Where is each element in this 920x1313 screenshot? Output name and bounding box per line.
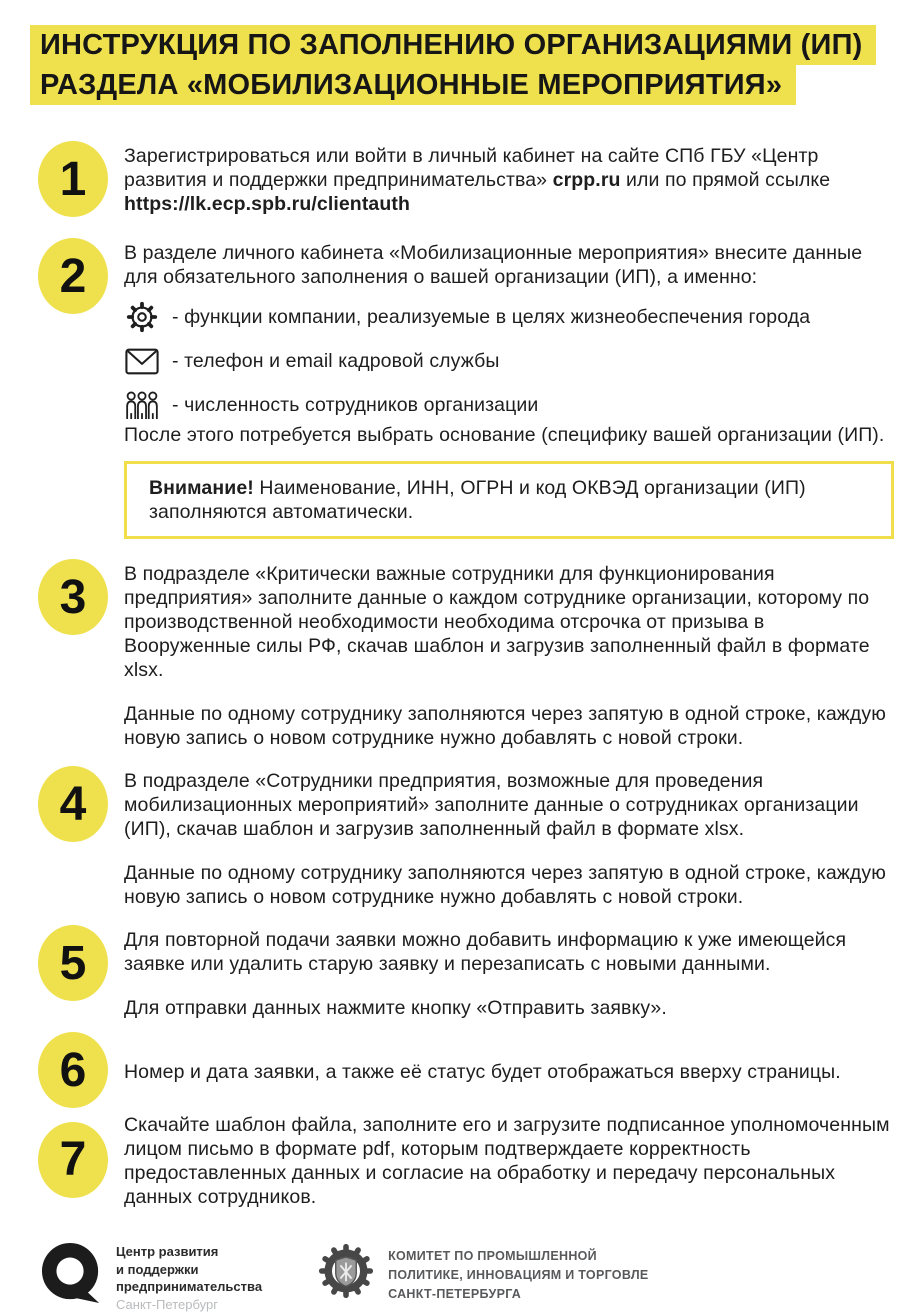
step-1	[38, 141, 896, 217]
icon-row-label: - телефон и email кадровой службы	[172, 349, 499, 373]
committee-logo	[318, 1241, 374, 1306]
step-text	[124, 559, 894, 750]
icon-row-label: - функции компании, реализуемые в целях жизнеобеспечения города	[172, 305, 810, 329]
crpp-brand	[40, 1241, 262, 1313]
step-number-badge: 2	[38, 238, 108, 314]
footer	[40, 1241, 896, 1313]
step-7-paragraph: Скачайте шаблон файла, заполните его и загрузите подписанное уполномоченным лицом письмо в формате pdf, которым подтверждаете корректность предоставленных данных и согласие на обработку и передачу персональных данных сотрудников.	[124, 1113, 894, 1209]
title-line-1: ИНСТРУКЦИЯ ПО ЗАПОЛНЕНИЮ ОРГАНИЗАЦИЯМИ (ИП)	[30, 25, 876, 65]
step-4-paragraph-1: В подразделе «Сотрудники предприятия, возможные для проведения мобилизационных мероприятий» заполните данные о сотрудниках организации (ИП), скачав шаблон и загрузив заполненный файл в формате xlsx.	[124, 769, 894, 841]
step-number-badge: 4	[38, 766, 108, 842]
step-text	[124, 141, 894, 216]
committee-brand	[318, 1241, 648, 1306]
step-4-paragraph-2: Данные по одному сотруднику заполняются через запятую в одной строке, каждую новую запись о новом сотруднике нужно добавлять с новой строки.	[124, 861, 894, 909]
envelope-icon	[124, 343, 160, 379]
step-4	[38, 766, 896, 909]
gear-icon	[124, 299, 160, 335]
step-3	[38, 559, 896, 750]
title-line-2: РАЗДЕЛА «МОБИЛИЗАЦИОННЫЕ МЕРОПРИЯТИЯ»	[30, 65, 796, 105]
step-3-paragraph-1: В подразделе «Критически важные сотрудники для функционирования предприятия» заполните данные о каждом сотруднике организации, которому по производственной необходимости необходима отсрочка от призыва в Вооруженные силы РФ, скачав шаблон и загрузив заполненный файл в формате xlsx.	[124, 562, 894, 682]
after-note: После этого потребуется выбрать основание (специфику вашей организации (ИП).	[124, 423, 894, 447]
step-2	[38, 238, 896, 539]
step-number-badge: 7	[38, 1122, 108, 1198]
step-text	[124, 766, 894, 909]
committee-name: КОМИТЕТ ПО ПРОМЫШЛЕННОЙ ПОЛИТИКЕ, ИННОВАЦИЯМ И ТОРГОВЛЕ САНКТ-ПЕТЕРБУРГА	[388, 1241, 648, 1304]
crpp-name: Центр развития и поддержки предпринимательства Санкт-Петербург	[116, 1241, 262, 1313]
step-number-badge: 3	[38, 559, 108, 635]
step-6-paragraph: Номер и дата заявки, а также её статус будет отображаться вверху страницы.	[124, 1060, 894, 1084]
step-number-badge: 5	[38, 925, 108, 1001]
crpp-city: Санкт-Петербург	[116, 1296, 262, 1313]
step-text	[124, 1110, 894, 1209]
warning-box	[124, 461, 894, 539]
list-item	[124, 299, 894, 335]
step-5-paragraph-1: Для повторной подачи заявки можно добавить информацию к уже имеющейся заявке или удалить старую заявку и перезаписать с новыми данными.	[124, 928, 894, 976]
step-text	[124, 238, 894, 539]
step-text	[124, 925, 894, 1020]
step-7	[38, 1110, 896, 1209]
step-number-badge: 6	[38, 1032, 108, 1108]
list-item	[124, 387, 894, 423]
icon-row-label: - численность сотрудников организации	[172, 393, 538, 417]
step-3-paragraph-2: Данные по одному сотруднику заполняются через запятую в одной строке, каждую новую запись о новом сотруднике нужно добавлять с новой строки.	[124, 702, 894, 750]
step-1-paragraph: Зарегистрироваться или войти в личный кабинет на сайте СПб ГБУ «Центр развития и поддержки предпринимательства» crpp.ru или по прямой ссылке https://lk.ecp.spb.ru/clientauth	[124, 144, 894, 216]
people-icon	[124, 387, 160, 423]
list-item	[124, 343, 894, 379]
warning-text: Внимание! Наименование, ИНН, ОГРН и код ОКВЭД организации (ИП) заполняются автоматически.	[149, 476, 869, 524]
step-2-intro: В разделе личного кабинета «Мобилизационные мероприятия» внесите данные для обязательного заполнения о вашей организации (ИП), а именно:	[124, 241, 894, 289]
step-5-paragraph-2: Для отправки данных нажмите кнопку «Отправить заявку».	[124, 996, 894, 1020]
step-5	[38, 925, 896, 1020]
crpp-logo	[40, 1241, 102, 1310]
page-title	[30, 25, 896, 105]
step-6	[38, 1032, 896, 1108]
step-number-badge: 1	[38, 141, 108, 217]
step-text	[124, 1057, 894, 1084]
